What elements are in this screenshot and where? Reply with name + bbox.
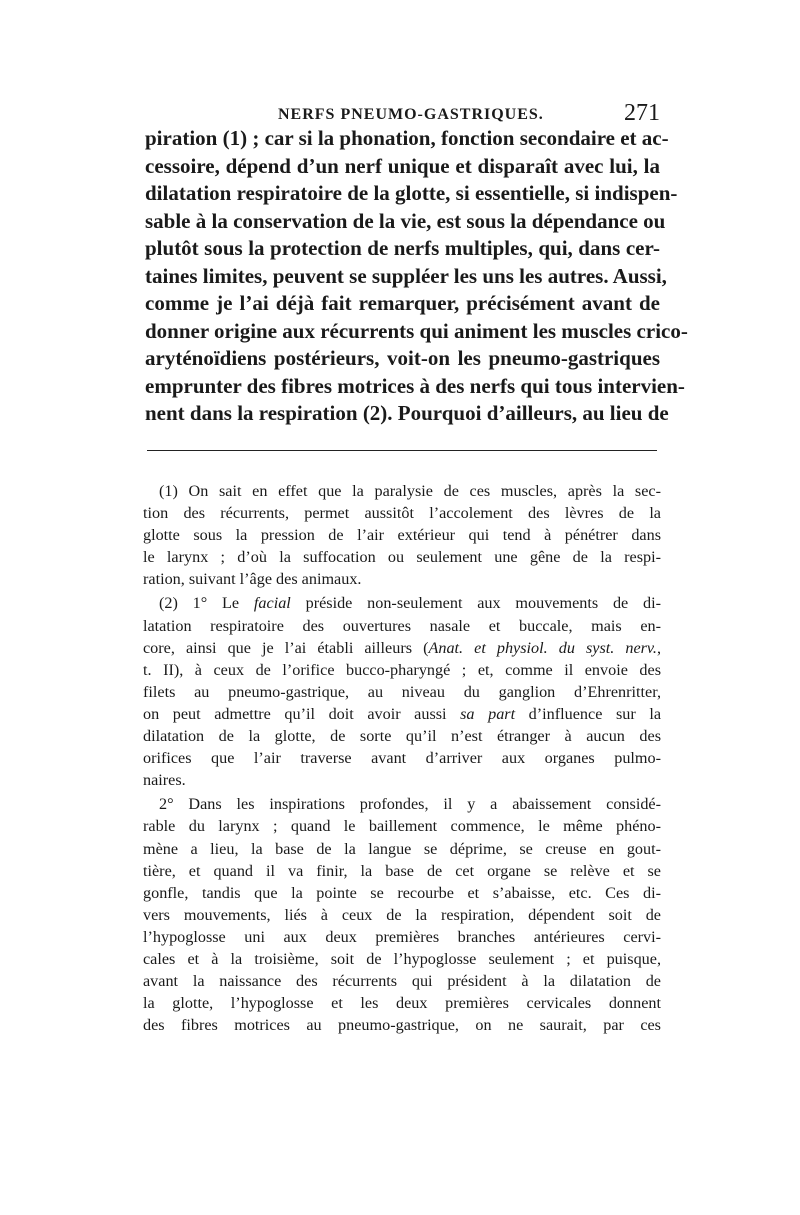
footnote-line: t. II), à ceux de l’orifice bucco-pharyngé ; et, comme il envoie des	[143, 660, 661, 679]
text-line: aryténoïdiens postérieurs, voit-on les pneumo-gastriques	[145, 346, 660, 370]
text-line: dilatation respiratoire de la glotte, si essentielle, si indispen-	[145, 181, 678, 205]
running-title: NERFS PNEUMO-GASTRIQUES.	[278, 106, 544, 123]
footnote-line: on peut admettre qu’il doit avoir aussi sa part d’influence sur la	[143, 704, 661, 723]
footnote-line: vers mouvements, liés à ceux de la respiration, dépendent soit de	[143, 905, 661, 924]
footnote-line: le larynx ; d’où la suffocation ou seulement une gêne de la respi-	[143, 548, 661, 567]
text-line: piration (1) ; car si la phonation, fonction secondaire et ac-	[145, 126, 669, 150]
footnote-line: glotte sous la pression de l’air extérieur qui tend à pénétrer dans	[143, 526, 661, 545]
footnote-line: mène a lieu, la base de la langue se déprime, se creuse en gout-	[143, 839, 661, 858]
footnote-line: (2) 1° Le facial préside non-seulement aux mouvements de di-	[159, 594, 661, 613]
footnote-line: ration, suivant l’âge des animaux.	[143, 570, 362, 589]
footnote-line: avant la naissance des récurrents qui président à la dilatation de	[143, 972, 661, 991]
footnotes	[143, 480, 661, 1036]
footnote-line: core, ainsi que je l’ai établi ailleurs (Anat. et physiol. du syst. nerv.,	[143, 638, 662, 657]
footnote-line: latation respiratoire des ouvertures nasale et buccale, mais en-	[143, 616, 661, 635]
footnote-line: cales et à la troisième, soit de l’hypoglosse seulement ; et puisque,	[143, 949, 661, 968]
footnote-line: la glotte, l’hypoglosse et les deux premières cervicales donnent	[143, 994, 661, 1013]
footnote-line: l’hypoglosse uni aux deux premières branches antérieures cervi-	[143, 927, 661, 946]
footnote-line: naires.	[143, 771, 186, 790]
text-line: donner origine aux récurrents qui animent les muscles crico-	[145, 318, 688, 343]
footnote-line: orifices que l’air traverse avant d’arriver aux organes pulmo-	[143, 749, 661, 768]
footnote-line: tion des récurrents, permet aussitôt l’accolement des lèvres de la	[143, 504, 661, 523]
footnote-line: tière, et quand il va finir, la base de cet organe se relève et se	[143, 861, 661, 880]
main-text	[145, 125, 688, 428]
footnote-line: gonfle, tandis que la pointe se recourbe et s’abaisse, etc. Ces di-	[143, 883, 661, 902]
footnote-line: 2° Dans les inspirations profondes, il y a abaissement considé-	[159, 795, 661, 814]
footnote-line: filets au pneumo-gastrique, au niveau du ganglion d’Ehrenritter,	[143, 682, 661, 701]
text-line: emprunter des fibres motrices à des nerfs qui tous intervien-	[145, 373, 685, 398]
footnote-divider	[147, 450, 657, 451]
text-line: nent dans la respiration (2). Pourquoi d’ailleurs, au lieu de	[145, 401, 669, 425]
text-line: sable à la conservation de la vie, est sous la dépendance ou	[145, 208, 666, 233]
text-line: plutôt sous la protection de nerfs multiples, qui, dans cer-	[145, 236, 660, 260]
text-line: cessoire, dépend d’un nerf unique et disparaît avec lui, la	[145, 153, 660, 178]
footnote-line: (1) On sait en effet que la paralysie de ces muscles, après la sec-	[159, 482, 661, 500]
footnote-line: des fibres motrices au pneumo-gastrique, on ne saurait, par ces	[143, 1016, 661, 1035]
text-line: comme je l’ai déjà fait remarquer, précisément avant de	[145, 291, 660, 315]
footnote-line: rable du larynx ; quand le baillement commence, le même phéno-	[143, 817, 661, 836]
footnote-line: dilatation de la glotte, de sorte qu’il n’est étranger à aucun des	[143, 727, 661, 746]
text-line: taines limites, peuvent se suppléer les uns les autres. Aussi,	[145, 263, 667, 288]
page-number: 271	[624, 100, 660, 126]
